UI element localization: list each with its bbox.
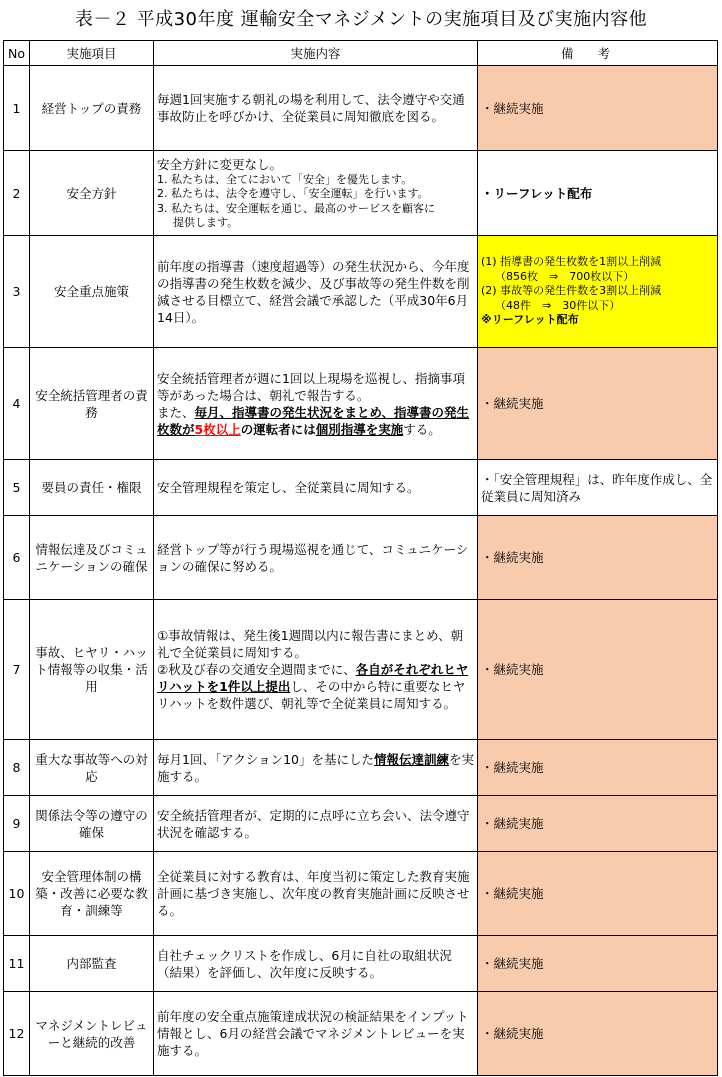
row-no: 7 <box>4 600 30 740</box>
content-line: 提供します。 <box>173 216 239 229</box>
row-content: 全従業員に対する教育は、年度当初に策定した教育実施計画に基づき実施し、次年度の教育実施計画に反映させる。 <box>154 852 478 936</box>
row-content: 前年度の指導書（速度超過等）の発生状況から、今年度の指導書の発生枚数を減少、及び事故等の発生件数を削減させる目標立て、経営会議で承認した（平成30年6月14日）。 <box>154 236 478 348</box>
row-no: 3 <box>4 236 30 348</box>
row-item: 内部監査 <box>30 936 154 992</box>
note-line: ※リーフレット配布 <box>481 313 579 327</box>
row-note: ・継続実施 <box>478 600 718 740</box>
row-note: ・継続実施 <box>478 796 718 852</box>
table-row <box>4 460 718 516</box>
table-row <box>4 852 718 936</box>
row-content: 経営トップ等が行う現場巡視を通じて、コミュニケーションの確保に努める。 <box>154 516 478 600</box>
row-item: 安全方針 <box>30 151 154 236</box>
table-row <box>4 740 718 796</box>
row-note <box>478 236 718 348</box>
header-no: No <box>4 41 30 66</box>
row-note: ・継続実施 <box>478 516 718 600</box>
row-item: 要員の責任・権限 <box>30 460 154 516</box>
content-line: 2. 私たちは、法令を遵守し、「安全運転」を行います。 <box>157 187 429 200</box>
content-emphasis: 毎月、指導書の発生状況をまとめ、指導書の発生枚数が <box>157 404 470 437</box>
row-item: 情報伝達及びコミュニケーションの確保 <box>30 516 154 600</box>
row-note: ・継続実施 <box>478 348 718 460</box>
header-content: 実施内容 <box>154 41 478 66</box>
note-line: （856枚 ⇒ 700枚以下） <box>495 269 635 283</box>
table-row <box>4 66 718 151</box>
content-text: ①事故情報は、発生後1週間以内に報告書にまとめ、朝礼で全従業員に周知する。 <box>157 628 464 660</box>
table-row <box>4 936 718 992</box>
row-item: 経営トップの責務 <box>30 66 154 151</box>
header-row <box>4 41 718 66</box>
table-row <box>4 151 718 236</box>
row-content: 安全管理規程を策定し、全従業員に周知する。 <box>154 460 478 516</box>
row-item: 関係法令等の遵守の確保 <box>30 796 154 852</box>
content-text: する。 <box>403 421 441 437</box>
table-row <box>4 516 718 600</box>
note-line: (1) 指導書の発生枚数を1割以上削減 <box>481 255 662 269</box>
table-row <box>4 236 718 348</box>
row-content <box>154 740 478 796</box>
row-item: 重大な事故等への対応 <box>30 740 154 796</box>
table-row <box>4 796 718 852</box>
content-emphasis-red: 5枚以上 <box>194 421 241 437</box>
row-note: ・リーフレット配布 <box>478 151 718 236</box>
row-content: 毎週1回実施する朝礼の場を利用して、法令遵守や交通事故防止を呼びかけ、全従業員に周知徹底を図る。 <box>154 66 478 151</box>
row-note: ・継続実施 <box>478 66 718 151</box>
row-note: ・継続実施 <box>478 936 718 992</box>
row-note: ・継続実施 <box>478 852 718 936</box>
row-item: 安全管理体制の構築・改善に必要な教育・訓練等 <box>30 852 154 936</box>
content-line: 安全方針に変更なし。 <box>157 156 283 172</box>
content-text: の運転者には <box>240 421 316 437</box>
row-no: 9 <box>4 796 30 852</box>
row-no: 4 <box>4 348 30 460</box>
row-item: マネジメントレビューと継続的改善 <box>30 992 154 1076</box>
content-line: 3. 私たちは、安全運転を通じ、最高のサービスを顧客に <box>157 201 435 215</box>
content-text: また、 <box>157 404 195 420</box>
row-no: 2 <box>4 151 30 236</box>
content-text: し、その中から特に重要なヒヤリハットを数件選び、朝礼等で全従業員に周知する。 <box>157 679 466 711</box>
content-text: 毎月1回、「アクション10」を基にした <box>157 751 374 767</box>
page-title: 表－２ 平成30年度 運輸安全マネジメントの実施項目及び実施内容他 <box>74 9 648 30</box>
row-content: 安全統括管理者が、定期的に点呼に立ち会い、法令遵守状況を確認する。 <box>154 796 478 852</box>
row-content <box>154 348 478 460</box>
row-no: 6 <box>4 516 30 600</box>
content-line: 1. 私たちは、全てにおいて「安全」を優先します。 <box>157 172 413 186</box>
row-no: 1 <box>4 66 30 151</box>
table-row <box>4 348 718 460</box>
row-content: 自社チェックリストを作成し、6月に自社の取組状況（結果）を評価し、次年度に反映する。 <box>154 936 478 992</box>
row-no: 11 <box>4 936 30 992</box>
content-emphasis: 個別指導を実施 <box>315 421 404 437</box>
row-content <box>154 151 478 236</box>
header-note: 備考 <box>478 41 718 66</box>
table-row <box>4 600 718 740</box>
row-content <box>154 600 478 740</box>
row-no: 10 <box>4 852 30 936</box>
note-line: （48件 ⇒ 30件以下） <box>495 298 621 312</box>
content-emphasis: 各自がそれぞれヒヤリハットを1件以上提出 <box>157 662 469 694</box>
header-item: 実施項目 <box>30 41 154 66</box>
implementation-table <box>3 40 718 1076</box>
row-note: ・継続実施 <box>478 992 718 1076</box>
row-item: 安全重点施策 <box>30 236 154 348</box>
table-row <box>4 992 718 1076</box>
row-no: 8 <box>4 740 30 796</box>
content-text: ②秋及び春の交通安全週間までに、 <box>157 662 356 677</box>
content-text: 安全統括管理者が週に1回以上現場を巡視し、指摘事項等があった場合は、朝礼で報告する。 <box>157 370 465 403</box>
row-item: 安全統括管理者の責務 <box>30 348 154 460</box>
row-no: 12 <box>4 992 30 1076</box>
row-item: 事故、ヒヤリ・ハット情報等の収集・活用 <box>30 600 154 740</box>
content-text: を実施する。 <box>157 751 475 784</box>
row-content: 前年度の安全重点施策達成状況の検証結果をインプット情報とし、6月の経営会議でマネジメントレビューを実施する。 <box>154 992 478 1076</box>
row-no: 5 <box>4 460 30 516</box>
note-line: (2) 事故等の発生件数を3割以上削減 <box>481 284 662 298</box>
row-note: ・「安全管理規程」は、昨年度作成し、全従業員に周知済み <box>478 460 718 516</box>
row-note: ・継続実施 <box>478 740 718 796</box>
content-emphasis: 情報伝達訓練 <box>373 751 449 767</box>
